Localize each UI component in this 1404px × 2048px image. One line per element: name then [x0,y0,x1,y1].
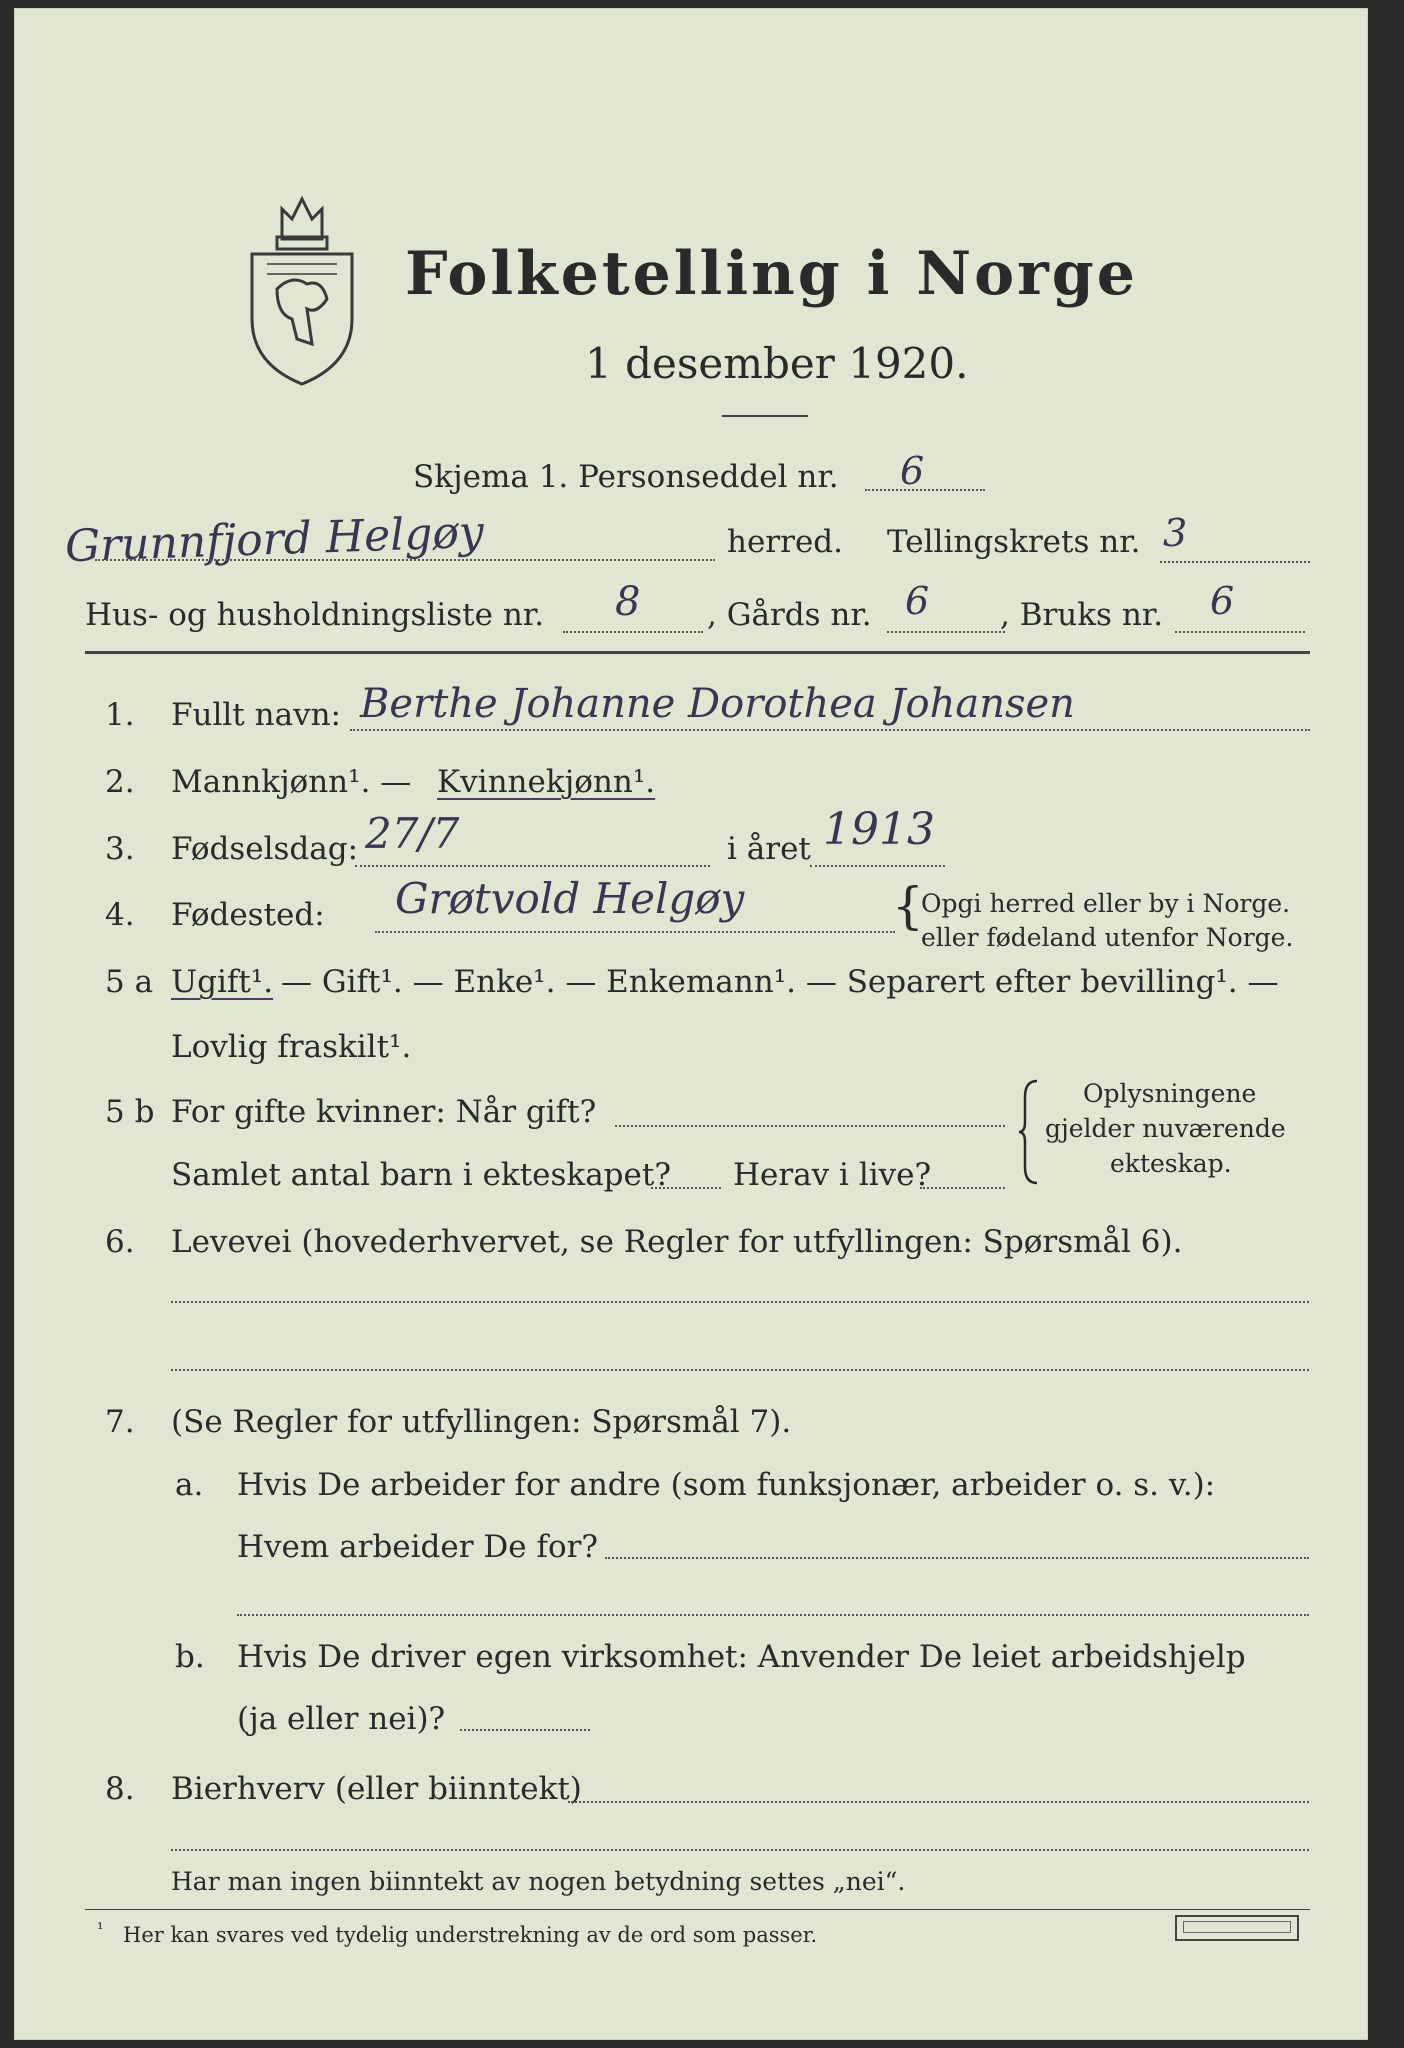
kvinnekjonn-option: Kvinnekjønn¹. [437,764,656,800]
bruks-value: 6 [1210,579,1235,623]
q5b-note-3: ekteskap. [1110,1149,1232,1178]
tellingskrets-label: Tellingskrets nr. [887,524,1141,560]
bruks-label: , Bruks nr. [1000,597,1164,633]
birthplace-value: Grøtvold Helgøy [395,874,745,923]
hus-label: Hus- og husholdningsliste nr. [85,597,545,633]
q7a-extra-line [237,1614,1309,1616]
q1-number: 1. [105,697,135,733]
birthday-value: 27/7 [365,809,460,858]
title-divider [722,415,808,417]
herred-line [95,559,715,561]
q5b-number: 5 b [105,1094,155,1130]
q8-number: 8. [105,1771,135,1807]
q6-line-2 [171,1369,1309,1371]
q7a-question: Hvis De arbeider for andre (som funksjonær, arbeider o. s. v.): [237,1467,1216,1503]
q5b-brace-icon [1017,1077,1041,1187]
q1-line [350,729,1310,731]
q5a-other-options: — Gift¹. — Enke¹. — Enkemann¹. — Separert efter bevilling¹. — [281,964,1279,1000]
q7a-employer-label: Hvem arbeider De for? [237,1529,599,1565]
gards-line [887,631,1005,633]
hus-line [563,631,703,633]
herred-label: herred. [727,524,843,560]
herred-value: Grunnfjord Helgøy [64,506,485,573]
antal-barn-line [651,1187,721,1189]
full-name-value: Berthe Johanne Dorothea Johansen [360,681,1075,727]
q4-label: Fødested: [171,897,325,933]
birthday-line [355,865,710,867]
naar-gift-label: For gifte kvinner: Når gift? [171,1094,597,1130]
q5b-note-1: Oplysningene [1083,1079,1257,1108]
lovlig-fraskilt-option: Lovlig fraskilt¹. [171,1029,412,1065]
q7-number: 7. [105,1404,135,1440]
footnote-text: Her kan svares ved tydelig understrekning av de ord som passer. [123,1923,818,1947]
q7b-question: Hvis De driver egen virksomhet: Anvender De leiet arbeidshjelp [237,1639,1246,1675]
printer-stamp [1175,1915,1299,1941]
q7a-employer-line [605,1557,1309,1559]
skjema-line [865,489,985,491]
q4-brace: { [892,877,924,935]
mannkjonn-option: Mannkjønn¹. — [171,764,412,800]
q4-note-1: Opgi herred eller by i Norge. [921,889,1291,918]
skjema-label: Skjema 1. Personseddel nr. [413,459,839,495]
footnote-divider [85,1909,1310,1910]
gards-value: 6 [905,579,930,623]
census-form-sheet [14,8,1368,2040]
tellingskrets-value: 3 [1163,511,1188,555]
q4-number: 4. [105,897,135,933]
q6-label: Levevei (hovederhvervet, se Regler for utfyllingen: Spørsmål 6). [171,1224,1183,1260]
q8-line-1 [568,1801,1309,1803]
tellingskrets-line [1160,561,1310,563]
ugift-option: Ugift¹. [171,964,274,1000]
q7b-ja-nei-label: (ja eller nei)? [237,1701,446,1737]
norwegian-coat-of-arms-icon [237,179,367,389]
biinntekt-note: Har man ingen biinntekt av nogen betydning settes „nei“. [171,1867,906,1896]
birthplace-line [375,931,895,933]
form-title: Folketelling i Norge [405,239,1138,309]
q3-label: Fødselsdag: [171,831,359,867]
q7-label: (Se Regler for utfyllingen: Spørsmål 7). [171,1404,792,1440]
aaret-line [810,865,945,867]
q8-line-2 [171,1849,1309,1851]
q2-number: 2. [105,764,135,800]
antal-barn-label: Samlet antal barn i ekteskapet? [171,1157,671,1193]
hus-value: 8 [615,579,641,625]
q7b-ja-nei-line [460,1729,590,1731]
q5b-note-2: gjelder nuværende [1045,1114,1286,1143]
skjema-value: 6 [900,449,925,493]
herav-i-live-label: Herav i live? [733,1157,932,1193]
q7a-number: a. [175,1467,204,1503]
q5a-number: 5 a [105,964,154,1000]
footnote-mark: ¹ [97,1919,104,1938]
q1-label: Fullt navn: [171,697,341,733]
q6-line-1 [171,1301,1309,1303]
q4-note-2: eller fødeland utenfor Norge. [921,923,1294,952]
naar-gift-line [615,1125,1005,1127]
q6-number: 6. [105,1224,135,1260]
q7b-number: b. [175,1639,205,1675]
aaret-value: 1913 [823,804,935,855]
q8-label: Bierhverv (eller biinntekt) [171,1771,582,1807]
census-date: 1 desember 1920. [585,339,969,388]
header-divider [85,651,1310,654]
herav-i-live-line [920,1187,1005,1189]
gards-label: , Gårds nr. [707,597,872,633]
q3-number: 3. [105,831,135,867]
bruks-line [1175,631,1305,633]
aaret-label: i året [727,831,811,867]
